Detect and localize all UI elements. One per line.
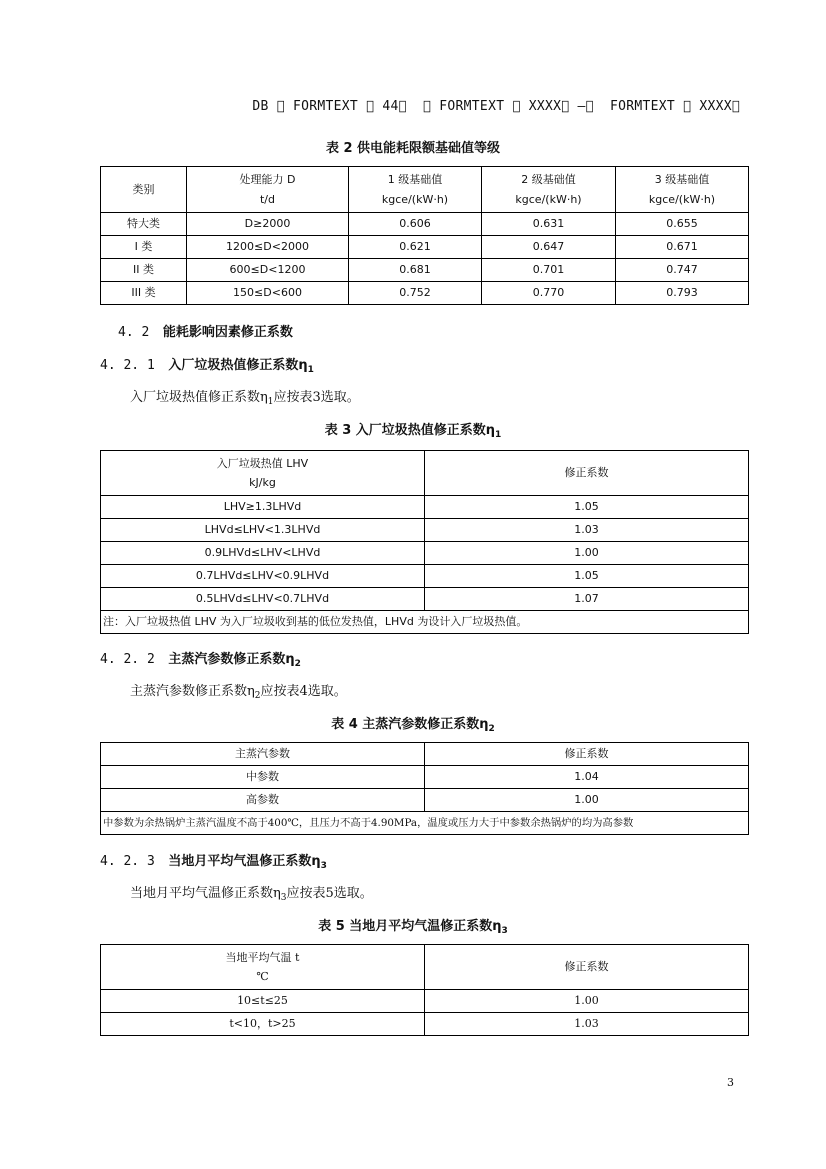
- table-row: [101, 766, 749, 789]
- paragraph-text: 主蒸汽参数修正系数η: [130, 684, 255, 699]
- table2-header-level3: [616, 167, 749, 213]
- caption-text: 表 3 入厂垃圾热值修正系数η: [324, 423, 496, 438]
- table5-header-coef: 修正系数: [425, 945, 749, 990]
- subscript: 3: [320, 861, 327, 871]
- table-cell: 0.621: [349, 236, 482, 259]
- level1-label: 1 级基础值: [387, 173, 443, 187]
- table3-header-lhv: [101, 451, 425, 496]
- lhv-unit: kJ/kg: [249, 476, 276, 489]
- subscript: 3: [501, 926, 508, 936]
- level3-label: 3 级基础值: [654, 173, 710, 187]
- table-row: [101, 236, 749, 259]
- table-cell: 0.747: [616, 259, 749, 282]
- table-cell: 1.03: [425, 1013, 749, 1036]
- section-number: 4. 2. 1: [100, 358, 155, 373]
- paragraph-tail: 应按表4选取。: [260, 684, 347, 699]
- paragraph-text: 当地月平均气温修正系数η: [130, 886, 281, 901]
- section-4-2-2-paragraph: [130, 680, 347, 701]
- table-cell: 150≤D<600: [187, 282, 349, 305]
- level1-unit: kgce/(kW·h): [381, 192, 449, 206]
- table-cell: D≥2000: [187, 213, 349, 236]
- table2-caption: 表 2 供电能耗限额基础值等级: [325, 141, 501, 156]
- capacity-unit: t/d: [259, 192, 275, 206]
- caption-text: 表 5 当地月平均气温修正系数η: [318, 919, 502, 934]
- table4: [100, 742, 749, 835]
- table-cell: 1.07: [425, 588, 749, 611]
- table2-header-capacity: [187, 167, 349, 213]
- subscript: 2: [294, 659, 301, 669]
- paragraph-text: 入厂垃圾热值修正系数η: [130, 390, 268, 405]
- table2-header-level2: [482, 167, 616, 213]
- table4-note-row: [101, 812, 749, 835]
- subscript: 2: [488, 724, 495, 734]
- table-cell: 特大类: [101, 213, 187, 236]
- table-cell: 0.655: [616, 213, 749, 236]
- table2: [100, 166, 749, 305]
- table-cell: 0.631: [482, 213, 616, 236]
- capacity-label: 处理能力 D: [239, 173, 296, 187]
- table-row: [101, 213, 749, 236]
- section-4-2-heading: [118, 321, 293, 340]
- table-cell: 1.05: [425, 496, 749, 519]
- table-cell: 0.647: [482, 236, 616, 259]
- table-cell: 1.00: [425, 990, 749, 1013]
- table-row: [101, 542, 749, 565]
- section-4-2-2-heading: [100, 648, 301, 669]
- section-number: 4. 2. 3: [100, 854, 155, 869]
- table-cell: 0.681: [349, 259, 482, 282]
- table-cell: III 类: [101, 282, 187, 305]
- table-row: [101, 519, 749, 542]
- table-cell: 1.03: [425, 519, 749, 542]
- section-number: 4. 2: [118, 325, 150, 340]
- table3-header-coef: 修正系数: [425, 451, 749, 496]
- table-cell: t<10，t>25: [101, 1013, 425, 1036]
- page-number: 3: [727, 1076, 734, 1089]
- table2-header-level1: [349, 167, 482, 213]
- table-header-cell: 修正系数: [425, 743, 749, 766]
- subscript: 3: [280, 893, 287, 903]
- table2-header-category: 类别: [101, 167, 187, 213]
- table-cell: 10≤t≤25: [101, 990, 425, 1013]
- table-cell: 0.5LHVd≤LHV<0.7LHVd: [101, 588, 425, 611]
- table-cell: 高参数: [101, 789, 425, 812]
- table-cell: 0.7LHVd≤LHV<0.9LHVd: [101, 565, 425, 588]
- table-cell: 1.00: [425, 542, 749, 565]
- table-cell: 1.05: [425, 565, 749, 588]
- table-cell: 中参数: [101, 766, 425, 789]
- table-row: [101, 282, 749, 305]
- subscript: 1: [307, 365, 314, 375]
- table4-header-row: [101, 743, 749, 766]
- table3: [100, 450, 749, 634]
- table-note: 注：入厂垃圾热值 LHV 为入厂垃圾收到基的低位发热值，LHVd 为设计入厂垃圾热值。: [101, 611, 749, 634]
- table-row: [101, 789, 749, 812]
- table-cell: II 类: [101, 259, 187, 282]
- paragraph-tail: 应按表3选取。: [273, 390, 360, 405]
- table-row: [101, 990, 749, 1013]
- section-title: 主蒸汽参数修正系数η: [168, 652, 295, 667]
- table-cell: LHV≥1.3LHVd: [101, 496, 425, 519]
- section-title: 入厂垃圾热值修正系数η: [168, 358, 308, 373]
- subscript: 1: [267, 397, 274, 407]
- table-cell: I 类: [101, 236, 187, 259]
- section-title: 当地月平均气温修正系数η: [168, 854, 321, 869]
- table-cell: 0.770: [482, 282, 616, 305]
- table-row: [101, 496, 749, 519]
- caption-text: 表 4 主蒸汽参数修正系数η: [331, 717, 489, 732]
- table-cell: 0.671: [616, 236, 749, 259]
- section-4-2-3-heading: [100, 850, 327, 871]
- table3-header-row: [101, 451, 749, 496]
- subscript: 2: [254, 691, 261, 701]
- section-number: 4. 2. 2: [100, 652, 155, 667]
- table5-header-temp: [101, 945, 425, 990]
- table-row: [101, 565, 749, 588]
- level2-unit: kgce/(kW·h): [515, 192, 582, 206]
- table-row: [101, 588, 749, 611]
- level2-label: 2 级基础值: [521, 173, 576, 187]
- table4-caption: [0, 713, 826, 734]
- table-row: [101, 1013, 749, 1036]
- table-cell: 0.606: [349, 213, 482, 236]
- table5: [100, 944, 749, 1036]
- section-title: 能耗影响因素修正系数: [162, 325, 293, 340]
- section-4-2-1-heading: [100, 354, 314, 375]
- table-cell: LHVd≤LHV<1.3LHVd: [101, 519, 425, 542]
- subscript: 1: [495, 430, 502, 440]
- table-header-cell: 主蒸汽参数: [101, 743, 425, 766]
- table5-header-row: [101, 945, 749, 990]
- paragraph-tail: 应按表5选取。: [286, 886, 373, 901]
- table-cell: 0.9LHVd≤LHV<LHVd: [101, 542, 425, 565]
- table-cell: 1200≤D<2000: [187, 236, 349, 259]
- temp-label: 当地平均气温 t: [225, 950, 300, 964]
- document-header: DB   FORMTEXT   44    FORMTEXT   XXXX  —  FORMTEXT   XXXX : [252, 99, 740, 114]
- table3-note-row: [101, 611, 749, 634]
- table-cell: 1.04: [425, 766, 749, 789]
- table5-caption: [0, 915, 826, 936]
- table-row: [101, 259, 749, 282]
- table3-caption: [0, 419, 826, 440]
- table-cell: 0.793: [616, 282, 749, 305]
- temp-unit: ℃: [256, 970, 269, 983]
- table-cell: 1.00: [425, 789, 749, 812]
- table-note: 中参数为余热锅炉主蒸汽温度不高于400℃，且压力不高于4.90MPa，温度或压力大于中参数余热锅炉的均为高参数: [101, 812, 749, 835]
- table-cell: 600≤D<1200: [187, 259, 349, 282]
- table-cell: 0.752: [349, 282, 482, 305]
- lhv-label: 入厂垃圾热值 LHV: [216, 456, 309, 470]
- level3-unit: kgce/(kW·h): [648, 192, 716, 206]
- table2-header-row: [101, 167, 749, 213]
- section-4-2-3-paragraph: [130, 882, 373, 903]
- section-4-2-1-paragraph: [130, 386, 360, 407]
- table-cell: 0.701: [482, 259, 616, 282]
